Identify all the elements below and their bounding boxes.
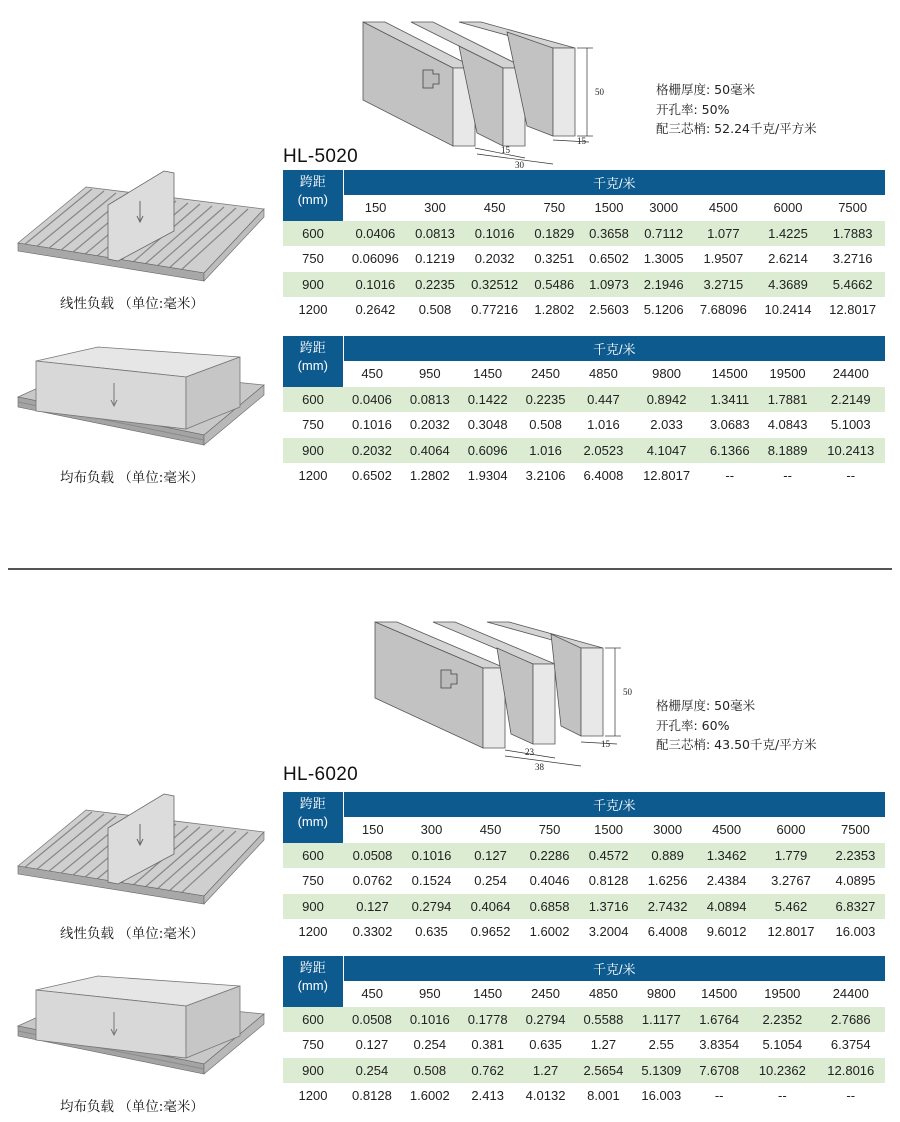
load-cell: 19500 (759, 361, 817, 387)
deflection-cell: 2.7432 (638, 894, 697, 920)
load-cell: 14500 (690, 981, 748, 1007)
deflection-cell: 9.6012 (697, 919, 756, 945)
deflection-cell: 0.9652 (461, 919, 520, 945)
span-cell: 900 (283, 438, 343, 464)
load-cell: 150 (343, 817, 402, 843)
spec-thickness: 格栅厚度: 50毫米 (656, 82, 756, 97)
deflection-cell: 0.06096 (343, 246, 408, 272)
load-cell: 14500 (701, 361, 759, 387)
deflection-cell: 0.3658 (582, 221, 637, 247)
deflection-cell: 2.033 (632, 412, 700, 438)
table-row (283, 1058, 885, 1084)
deflection-cell: 4.0894 (697, 894, 756, 920)
deflection-cell: 0.127 (461, 843, 520, 869)
deflection-cell: 8.001 (575, 1083, 633, 1109)
deflection-cell: 0.4046 (520, 868, 579, 894)
span-cell: 600 (283, 843, 343, 869)
deflection-cell: 1.3716 (579, 894, 638, 920)
span-cell: 1200 (283, 297, 343, 323)
dim-gap: 15 (601, 739, 610, 749)
deflection-cell: 0.254 (401, 1032, 459, 1058)
line-load-table (283, 792, 885, 945)
load-cell: 4500 (697, 817, 756, 843)
table-row (283, 1083, 885, 1109)
load-cell: 3000 (636, 195, 691, 221)
deflection-cell: -- (817, 463, 885, 489)
dim-bar: 15 (501, 145, 510, 155)
table-row (283, 221, 885, 247)
deflection-cell: 0.1016 (343, 272, 408, 298)
deflection-cell: 0.0406 (343, 221, 408, 247)
deflection-cell: 3.2004 (579, 919, 638, 945)
section-divider (8, 568, 892, 570)
load-cell: 24400 (817, 981, 885, 1007)
deflection-cell: 0.1016 (402, 843, 461, 869)
deflection-cell: 1.27 (517, 1058, 575, 1084)
load-cell: 6000 (756, 817, 826, 843)
deflection-cell: 0.1524 (402, 868, 461, 894)
deflection-cell: 4.0843 (759, 412, 817, 438)
deflection-cell: 6.1366 (701, 438, 759, 464)
deflection-cell: 5.1054 (748, 1032, 816, 1058)
load-cell: 1450 (459, 361, 517, 387)
deflection-cell: 1.27 (575, 1032, 633, 1058)
deflection-cell: 7.6708 (690, 1058, 748, 1084)
load-cell: 950 (401, 981, 459, 1007)
line-load-illustration (14, 165, 269, 285)
table-row (283, 1007, 885, 1033)
deflection-cell: 0.508 (517, 412, 575, 438)
deflection-cell: 0.762 (459, 1058, 517, 1084)
deflection-cell: 0.77216 (462, 297, 527, 323)
deflection-cell: 1.3005 (636, 246, 691, 272)
deflection-cell: 0.1422 (459, 387, 517, 413)
deflection-cell: 0.254 (343, 1058, 401, 1084)
deflection-cell: 0.6502 (343, 463, 401, 489)
deflection-cell: 1.2802 (401, 463, 459, 489)
deflection-cell: 0.1829 (527, 221, 582, 247)
deflection-cell: 0.889 (638, 843, 697, 869)
deflection-cell: 0.254 (461, 868, 520, 894)
deflection-cell: 0.447 (575, 387, 633, 413)
table-row (283, 438, 885, 464)
load-cell: 950 (401, 361, 459, 387)
spec-open-area: 开孔率: 60% (656, 717, 730, 733)
deflection-cell: 0.0762 (343, 868, 402, 894)
deflection-cell: 0.8128 (579, 868, 638, 894)
profile-drawing (355, 618, 655, 778)
deflection-cell: 1.6002 (520, 919, 579, 945)
deflection-cell: 1.6764 (690, 1007, 748, 1033)
load-cell: 6000 (756, 195, 821, 221)
spec-weight: 配三芯梢: 52.24千克/平方米 (656, 121, 817, 136)
deflection-cell: 0.3048 (459, 412, 517, 438)
deflection-cell: 6.3754 (817, 1032, 885, 1058)
load-cell: 300 (402, 817, 461, 843)
spec-list (656, 696, 817, 755)
deflection-cell: -- (817, 1083, 885, 1109)
deflection-cell: 4.0132 (517, 1083, 575, 1109)
caption-uniform-load: 均布负载 （单位:毫米） (60, 470, 204, 486)
deflection-cell: 1.1177 (632, 1007, 690, 1033)
deflection-cell: 2.55 (632, 1032, 690, 1058)
deflection-cell: 2.2149 (817, 387, 885, 413)
deflection-cell: 0.381 (459, 1032, 517, 1058)
deflection-cell: 1.077 (691, 221, 756, 247)
deflection-cell: 0.635 (402, 919, 461, 945)
table-row (283, 272, 885, 298)
deflection-cell: 0.6502 (582, 246, 637, 272)
deflection-cell: 0.8128 (343, 1083, 401, 1109)
deflection-cell: 0.1016 (462, 221, 527, 247)
caption-line-load: 线性负载 （单位:毫米） (60, 926, 204, 942)
deflection-cell: 4.0895 (826, 868, 885, 894)
deflection-cell: 0.2235 (517, 387, 575, 413)
deflection-cell: 10.2362 (748, 1058, 816, 1084)
deflection-cell: 5.4662 (820, 272, 885, 298)
deflection-cell: 1.9304 (459, 463, 517, 489)
deflection-cell: 2.7686 (817, 1007, 885, 1033)
span-cell: 600 (283, 387, 343, 413)
span-cell: 1200 (283, 463, 343, 489)
load-values-row (283, 817, 885, 843)
table-row (283, 868, 885, 894)
span-header: 跨距 (mm) (283, 792, 343, 843)
deflection-cell: 10.2414 (756, 297, 821, 323)
load-cell: 9800 (632, 981, 690, 1007)
deflection-cell: 3.0683 (701, 412, 759, 438)
deflection-cell: 2.1946 (636, 272, 691, 298)
deflection-cell: 1.3462 (697, 843, 756, 869)
dim-height: 50 (595, 87, 604, 97)
table-row (283, 246, 885, 272)
model-title: HL-6020 (283, 764, 358, 785)
deflection-cell: 0.4572 (579, 843, 638, 869)
deflection-cell: 10.2413 (817, 438, 885, 464)
span-header: 跨距 (mm) (283, 336, 343, 387)
deflection-cell: 0.2032 (343, 438, 401, 464)
deflection-cell: 0.3302 (343, 919, 402, 945)
deflection-cell: 2.6214 (756, 246, 821, 272)
deflection-cell: 0.0813 (408, 221, 463, 247)
deflection-cell: 3.2716 (820, 246, 885, 272)
span-cell: 750 (283, 868, 343, 894)
deflection-cell: 1.7881 (759, 387, 817, 413)
deflection-cell: -- (690, 1083, 748, 1109)
deflection-cell: 1.6002 (401, 1083, 459, 1109)
span-header: 跨距 (mm) (283, 170, 343, 221)
uniform-load-illustration (14, 345, 269, 465)
deflection-cell: 1.4225 (756, 221, 821, 247)
line-load-illustration (14, 788, 269, 908)
load-cell: 450 (343, 361, 401, 387)
deflection-cell: 0.5486 (527, 272, 582, 298)
load-unit-header: 千克/米 (343, 956, 885, 981)
uniform-load-table (283, 956, 885, 1109)
deflection-cell: 0.2032 (401, 412, 459, 438)
deflection-cell: 0.1016 (343, 412, 401, 438)
caption-uniform-load: 均布负载 （单位:毫米） (60, 1099, 204, 1115)
span-cell: 750 (283, 1032, 343, 1058)
deflection-cell: 6.4008 (575, 463, 633, 489)
load-cell: 1500 (582, 195, 637, 221)
load-cell: 2450 (517, 361, 575, 387)
deflection-cell: 0.5588 (575, 1007, 633, 1033)
load-cell: 7500 (826, 817, 885, 843)
dim-height: 50 (623, 687, 632, 697)
deflection-cell: 2.5654 (575, 1058, 633, 1084)
deflection-cell: 2.0523 (575, 438, 633, 464)
deflection-cell: 0.1016 (401, 1007, 459, 1033)
load-unit-header: 千克/米 (343, 336, 885, 361)
deflection-cell: 0.0406 (343, 387, 401, 413)
deflection-cell: 0.8942 (632, 387, 700, 413)
load-cell: 4500 (691, 195, 756, 221)
deflection-cell: 16.003 (826, 919, 885, 945)
load-cell: 750 (527, 195, 582, 221)
deflection-cell: 4.3689 (756, 272, 821, 298)
deflection-cell: 2.2353 (826, 843, 885, 869)
deflection-cell: 0.0508 (343, 1007, 401, 1033)
spec-thickness: 格栅厚度: 50毫米 (656, 698, 756, 713)
deflection-cell: 1.779 (756, 843, 826, 869)
span-cell: 750 (283, 412, 343, 438)
span-cell: 750 (283, 246, 343, 272)
load-cell: 3000 (638, 817, 697, 843)
deflection-cell: 5.1206 (636, 297, 691, 323)
load-cell: 450 (462, 195, 527, 221)
deflection-cell: 3.2767 (756, 868, 826, 894)
line-load-table (283, 170, 885, 323)
deflection-cell: 7.68096 (691, 297, 756, 323)
table-row (283, 1032, 885, 1058)
deflection-cell: 1.016 (575, 412, 633, 438)
table-row (283, 387, 885, 413)
dim-pitch: 30 (515, 160, 524, 170)
spec-weight: 配三芯梢: 43.50千克/平方米 (656, 737, 817, 752)
deflection-cell: 1.9507 (691, 246, 756, 272)
deflection-cell: 12.8017 (756, 919, 826, 945)
uniform-load-illustration (14, 974, 269, 1094)
table-row (283, 463, 885, 489)
deflection-cell: 0.2286 (520, 843, 579, 869)
span-cell: 900 (283, 1058, 343, 1084)
deflection-cell: 1.2802 (527, 297, 582, 323)
deflection-cell: 8.1889 (759, 438, 817, 464)
deflection-cell: 0.2032 (462, 246, 527, 272)
deflection-cell: 2.413 (459, 1083, 517, 1109)
table-row (283, 894, 885, 920)
span-header: 跨距 (mm) (283, 956, 343, 1007)
deflection-cell: 0.635 (517, 1032, 575, 1058)
deflection-cell: 0.3251 (527, 246, 582, 272)
table-row (283, 412, 885, 438)
deflection-cell: -- (701, 463, 759, 489)
model-title: HL-5020 (283, 146, 358, 167)
profile-drawing (355, 18, 655, 178)
load-values-row (283, 195, 885, 221)
deflection-cell: 0.4064 (461, 894, 520, 920)
deflection-cell: 5.1003 (817, 412, 885, 438)
deflection-cell: 1.6256 (638, 868, 697, 894)
span-cell: 1200 (283, 1083, 343, 1109)
span-cell: 600 (283, 221, 343, 247)
load-cell: 450 (343, 981, 401, 1007)
deflection-cell: 2.5603 (582, 297, 637, 323)
load-cell: 19500 (748, 981, 816, 1007)
load-cell: 750 (520, 817, 579, 843)
deflection-cell: 2.2352 (748, 1007, 816, 1033)
load-cell: 4850 (575, 361, 633, 387)
load-cell: 1450 (459, 981, 517, 1007)
load-values-row (283, 981, 885, 1007)
spec-open-area: 开孔率: 50% (656, 101, 730, 117)
deflection-cell: 0.6858 (520, 894, 579, 920)
deflection-cell: 0.0508 (343, 843, 402, 869)
deflection-cell: 16.003 (632, 1083, 690, 1109)
deflection-cell: 0.1778 (459, 1007, 517, 1033)
load-cell: 2450 (517, 981, 575, 1007)
span-cell: 600 (283, 1007, 343, 1033)
deflection-cell: 0.32512 (462, 272, 527, 298)
deflection-cell: 1.0973 (582, 272, 637, 298)
deflection-cell: 3.2715 (691, 272, 756, 298)
table-row (283, 919, 885, 945)
deflection-cell: 12.8017 (820, 297, 885, 323)
deflection-cell: 0.7112 (636, 221, 691, 247)
span-cell: 900 (283, 894, 343, 920)
dim-gap: 15 (577, 136, 586, 146)
deflection-cell: 3.2106 (517, 463, 575, 489)
load-cell: 9800 (632, 361, 700, 387)
deflection-cell: 0.508 (401, 1058, 459, 1084)
load-values-row (283, 361, 885, 387)
deflection-cell: -- (759, 463, 817, 489)
deflection-cell: 0.508 (408, 297, 463, 323)
deflection-cell: 5.462 (756, 894, 826, 920)
deflection-cell: 0.1219 (408, 246, 463, 272)
section-hl-5020 (0, 0, 900, 560)
deflection-cell: 1.016 (517, 438, 575, 464)
load-cell: 150 (343, 195, 408, 221)
deflection-cell: 12.8017 (632, 463, 700, 489)
load-unit-header: 千克/米 (343, 792, 885, 817)
table-row (283, 843, 885, 869)
load-unit-header: 千克/米 (343, 170, 885, 195)
table-row (283, 297, 885, 323)
caption-line-load: 线性负载 （单位:毫米） (60, 296, 204, 312)
spec-list (656, 80, 817, 139)
deflection-cell: 1.3411 (701, 387, 759, 413)
deflection-cell: 0.2794 (517, 1007, 575, 1033)
dim-pitch: 38 (535, 762, 544, 772)
load-cell: 24400 (817, 361, 885, 387)
deflection-cell: 0.2642 (343, 297, 408, 323)
deflection-cell: -- (748, 1083, 816, 1109)
uniform-load-table (283, 336, 885, 489)
deflection-cell: 0.4064 (401, 438, 459, 464)
deflection-cell: 0.127 (343, 1032, 401, 1058)
span-cell: 900 (283, 272, 343, 298)
load-cell: 4850 (575, 981, 633, 1007)
load-cell: 450 (461, 817, 520, 843)
deflection-cell: 0.2794 (402, 894, 461, 920)
deflection-cell: 12.8016 (817, 1058, 885, 1084)
deflection-cell: 0.2235 (408, 272, 463, 298)
load-cell: 300 (408, 195, 463, 221)
deflection-cell: 5.1309 (632, 1058, 690, 1084)
deflection-cell: 3.8354 (690, 1032, 748, 1058)
span-cell: 1200 (283, 919, 343, 945)
deflection-cell: 6.8327 (826, 894, 885, 920)
load-cell: 1500 (579, 817, 638, 843)
section-hl-6020 (0, 600, 900, 1122)
deflection-cell: 1.7883 (820, 221, 885, 247)
dim-bar: 23 (525, 747, 534, 757)
deflection-cell: 2.4384 (697, 868, 756, 894)
deflection-cell: 6.4008 (638, 919, 697, 945)
deflection-cell: 0.6096 (459, 438, 517, 464)
load-cell: 7500 (820, 195, 885, 221)
deflection-cell: 4.1047 (632, 438, 700, 464)
deflection-cell: 0.0813 (401, 387, 459, 413)
deflection-cell: 0.127 (343, 894, 402, 920)
